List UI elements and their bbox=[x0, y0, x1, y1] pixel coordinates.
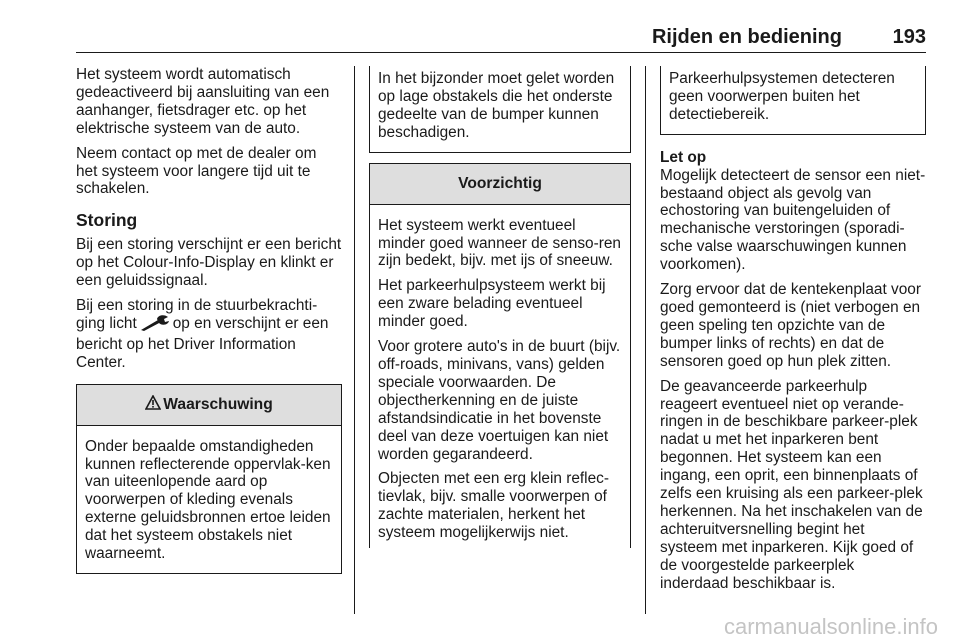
watermark: carmanualsonline.info bbox=[723, 614, 938, 639]
paragraph: De geavanceerde parkeerhulp reageert eventueel niet op verande-ringen in de beschikbare parkeer-plek nadat u met het inparkeren bent begonnen. Het systeem kan een ingang, een oprit, een binnenplaats of zelfs een kruising als een parkeer-plek herkennen. Na het inschakelen van de achteruitversnelling begint het systeem met inparkeren. Kijk goed of de voorgestelde parkeerplek inderdaad beschikbaar is. bbox=[660, 377, 923, 592]
column-3 bbox=[660, 66, 926, 599]
paragraph: Voor grotere auto's in de buurt (bijv. off-roads, minivans, vans) gelden speciale voorwaarden. De objectherkenning en de juiste afstandsindicatie in het bovenste deel van deze voertuigen kan niet worden gegarandeerd. bbox=[378, 338, 621, 463]
paragraph: Bij een storing verschijnt er een bericht op het Colour-Info-Display en klinkt er een geluidssignaal. bbox=[76, 236, 342, 290]
column-1 bbox=[76, 66, 342, 574]
column-divider-1 bbox=[354, 66, 355, 614]
column-2 bbox=[369, 66, 631, 548]
page-header bbox=[76, 22, 926, 53]
continued-box bbox=[369, 66, 631, 153]
warning-text: Onder bepaalde omstandigheden kunnen reflecterende oppervlak-ken van uiteenlopende aard op voorwerpen of kleding evenals externe geluidsbronnen ertoe leiden dat het systeem obstakels niet waarneemt. bbox=[85, 437, 331, 563]
paragraph: Neem contact op met de dealer om het systeem voor langere tijd uit te schakelen. bbox=[76, 144, 317, 198]
paragraph: Parkeerhulpsystemen detecteren geen voorwerpen buiten het detectiebereik. bbox=[669, 70, 895, 123]
paragraph: Het parkeerhulpsysteem werkt bij een zware belading eventueel minder goed. bbox=[378, 277, 606, 331]
paragraph: Zorg ervoor dat de kentekenplaat voor goed gemonteerd is (niet verbogen en geen speling ten opzichte van de bumper links of rechts) en dat de sensoren goed op hun plek zitten. bbox=[660, 281, 921, 370]
paragraph: In het bijzonder moet gelet worden op lage obstakels die het onderste gedeelte van de bumper kunnen beschadigen. bbox=[378, 70, 615, 141]
warning-title: Waarschuwing bbox=[77, 385, 341, 426]
note-text: Mogelijk detecteert de sensor een niet-bestaand object als gevolg van echostoring van buitengeluiden of mechanische verstoringen (sporadi-sche valse waarschuwingen kunnen voorkomen). bbox=[660, 166, 926, 274]
paragraph: Objecten met een erg klein reflec-tievlak, bijv. smalle voorwerpen of zachte materialen, herkent het systeem mogelijkerwijs niet. bbox=[378, 470, 609, 542]
warning-box bbox=[76, 384, 342, 574]
note-label: Let op bbox=[660, 148, 707, 166]
note bbox=[660, 149, 926, 274]
wrench-icon bbox=[140, 315, 170, 336]
section-heading: Storing bbox=[76, 210, 138, 231]
paragraph: Het systeem wordt automatisch gedeactiveerd bij aansluiting van een aanhanger, fietsdrager etc. op het elektrische systeem van de auto. bbox=[76, 66, 330, 137]
caution-title: Voorzichtig bbox=[370, 164, 630, 205]
caution-box bbox=[369, 163, 631, 548]
paragraph: Bij een storing in de stuurbekrachti-ging licht op en verschijnt er een bericht op het Driver Information Center. bbox=[76, 296, 329, 371]
continued-box bbox=[660, 66, 926, 135]
section-title: Rijden en bediening bbox=[651, 26, 842, 48]
page-number: 193 bbox=[892, 26, 926, 48]
warning-triangle-icon bbox=[145, 395, 161, 415]
paragraph: Het systeem werkt eventueel minder goed wanneer de senso-ren zijn bedekt, bijv. met ijs of sneeuw. bbox=[378, 216, 621, 270]
column-divider-2 bbox=[645, 66, 646, 614]
